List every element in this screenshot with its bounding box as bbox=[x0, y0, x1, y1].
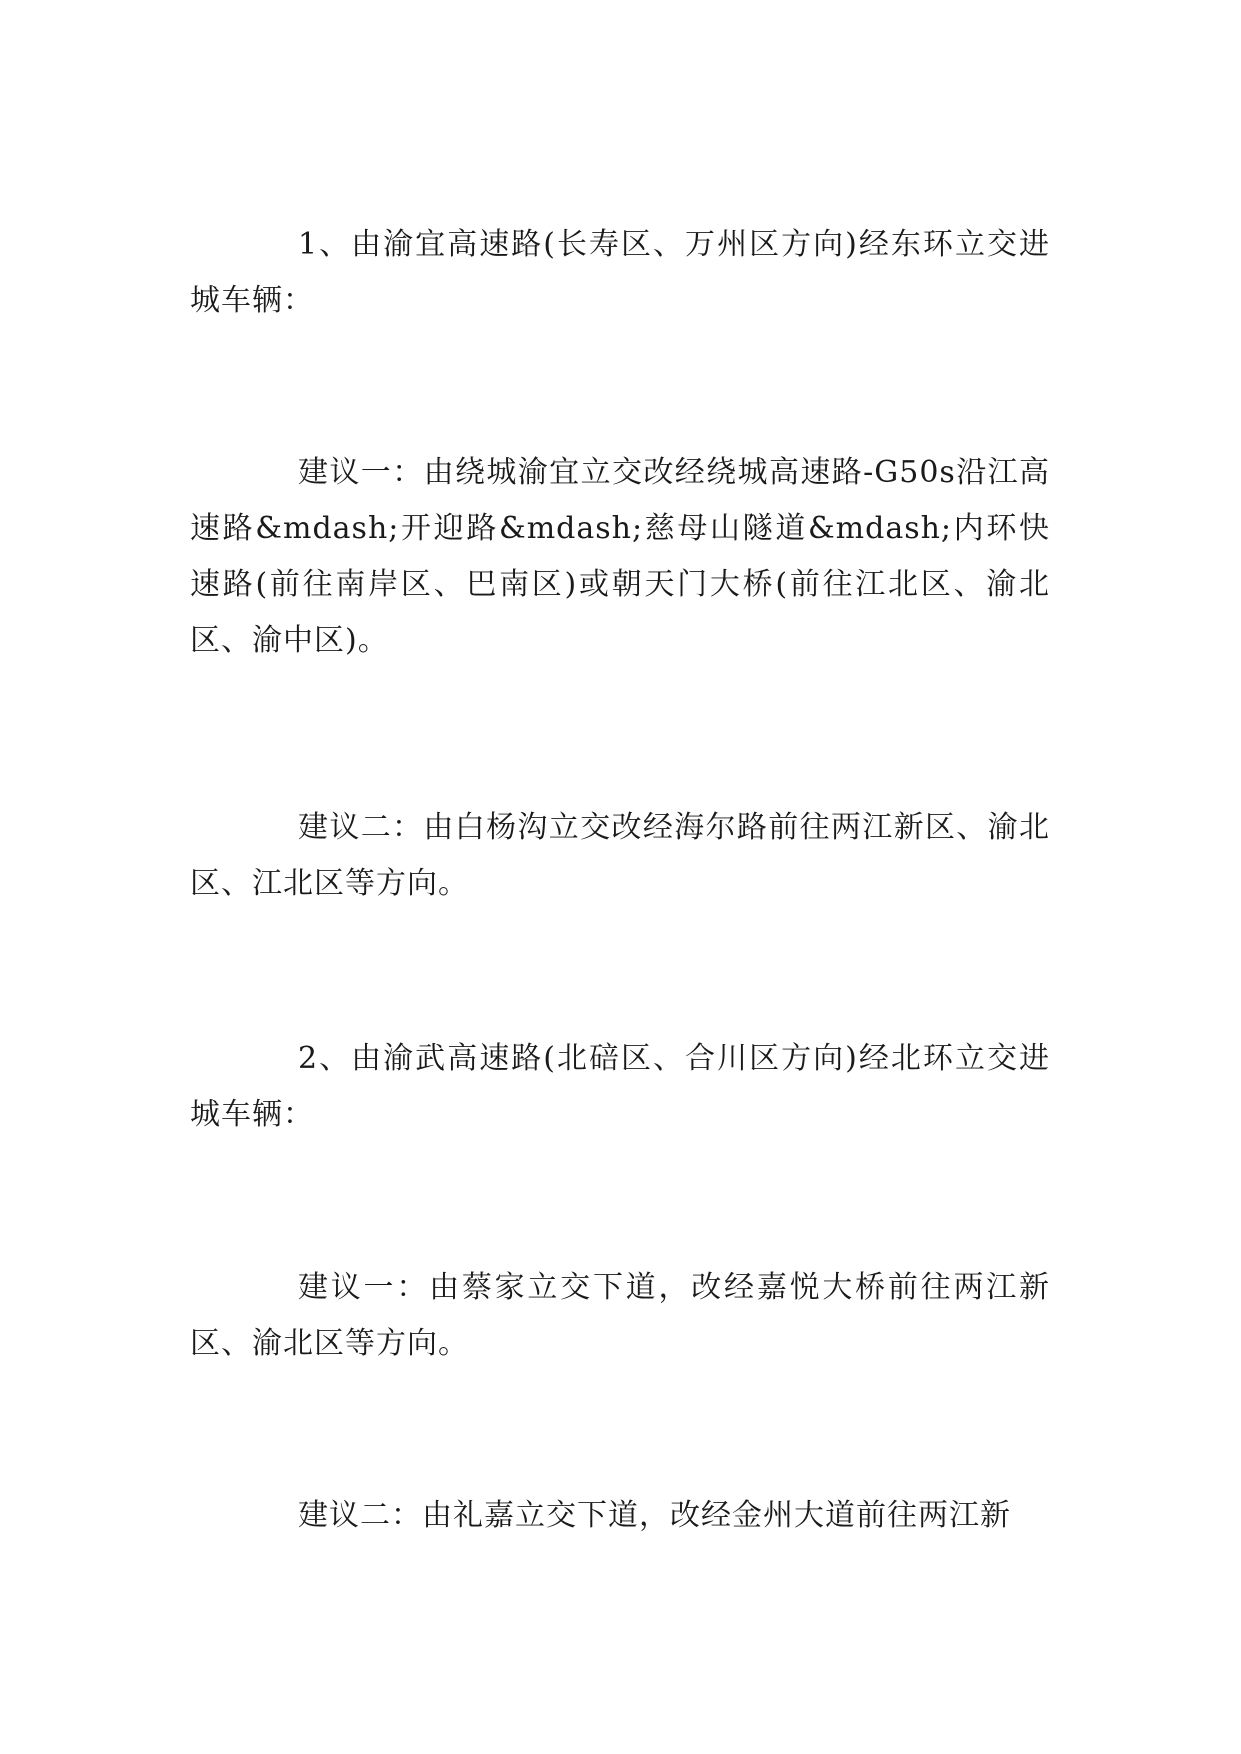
suggestion-1-1: 建议一：由绕城渝宜立交改经绕城高速路-G50s沿江高速路&mdash;开迎路&mdash;慈母山隧道&mdash;内环快速路(前往南岸区、巴南区)或朝天门大桥(前往江北区、渝北区、渝中区)。 bbox=[190, 455, 1050, 658]
suggestion-2-1: 建议一：由蔡家立交下道，改经嘉悦大桥前往两江新区、渝北区等方向。 bbox=[190, 1270, 1050, 1361]
route-heading-2: 2、由渝武高速路(北碚区、合川区方向)经北环立交进城车辆： bbox=[190, 1041, 1050, 1132]
suggestion-1-2: 建议二：由白杨沟立交改经海尔路前往两江新区、渝北区、江北区等方向。 bbox=[190, 810, 1050, 901]
suggestion-2-2: 建议二：由礼嘉立交下道，改经金州大道前往两江新 bbox=[298, 1498, 1011, 1533]
route-heading-1: 1、由渝宜高速路(长寿区、万州区方向)经东环立交进城车辆： bbox=[190, 227, 1050, 318]
